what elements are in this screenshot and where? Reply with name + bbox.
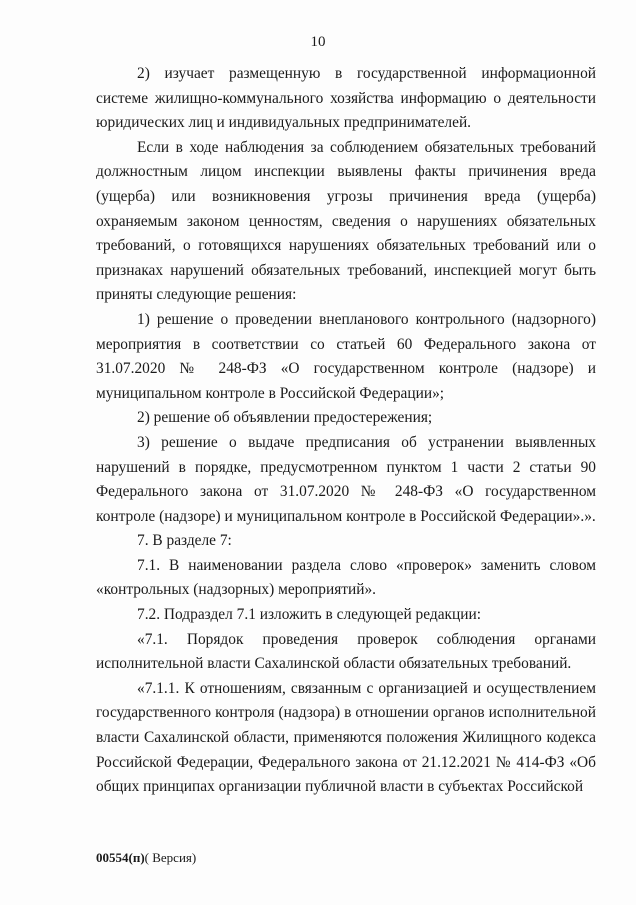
paragraph-7-1-1: «7.1.1. К отношениям, связанным с организацией и осуществлением государственного контроля (надзора) в отношении органов исполнительной власти Сахалинской области, применяются положения Жилищного кодекса Российской Федерации, Федерального закона от 21.12.2021 № 414-ФЗ «Об общих принципах организации публичной власти в субъектах Российской [96, 679, 596, 796]
footer-document-code [96, 850, 196, 866]
paragraph-decision-2: 2) решение об объявлении предостережения; [137, 409, 433, 427]
paragraph-decision-1: 1) решение о проведении внепланового контрольного (надзорного) мероприятия в соответствии со статьей 60 Федерального закона от 31.07.2020 № 248-ФЗ «О государственном контроле (надзоре) и муниципальном контроле в Российской Федерации»; [96, 310, 596, 402]
page-number: 10 [310, 34, 326, 50]
paragraph-section-7: 7. В разделе 7: [137, 532, 232, 550]
document-code: 00554(п) [96, 850, 145, 865]
version-label: ( Версия) [144, 850, 197, 865]
paragraph-observation-decisions: Если в ходе наблюдения за соблюдением обязательных требований должностным лицом инспекции выявлены факты причинения вреда (ущерба) или возникновения угрозы причинения вреда (ущерба) охраняемым законом ценностям, сведения о нарушениях обязательных требований, о готовящихся нарушениях обязательных требований или о признаках нарушений обязательных требований, инспекцией могут быть приняты следующие решения: [96, 138, 596, 304]
paragraph-item-2: 2) изучает размещенную в государственной информационной системе жилищно-коммунального хозяйства информацию о деятельности юридических лиц и индивидуальных предпринимателей. [96, 65, 596, 132]
paragraph-subsection-7-1-title: «7.1. Порядок проведения проверок соблюдения органами исполнительной власти Сахалинской области обязательных требований. [96, 630, 596, 673]
paragraph-7-2: 7.2. Подраздел 7.1 изложить в следующей редакции: [137, 606, 481, 624]
paragraph-7-1: 7.1. В наименовании раздела слово «проверок» заменить словом «контрольных (надзорных) мероприятий». [96, 556, 596, 599]
paragraph-decision-3: 3) решение о выдаче предписания об устранении выявленных нарушений в порядке, предусмотренном пунктом 1 части 2 статьи 90 Федерального закона от 31.07.2020 № 248-ФЗ «О государственном контроле (надзоре) и муниципальном контроле в Российской Федерации».». [96, 433, 596, 525]
document-body [96, 62, 596, 800]
